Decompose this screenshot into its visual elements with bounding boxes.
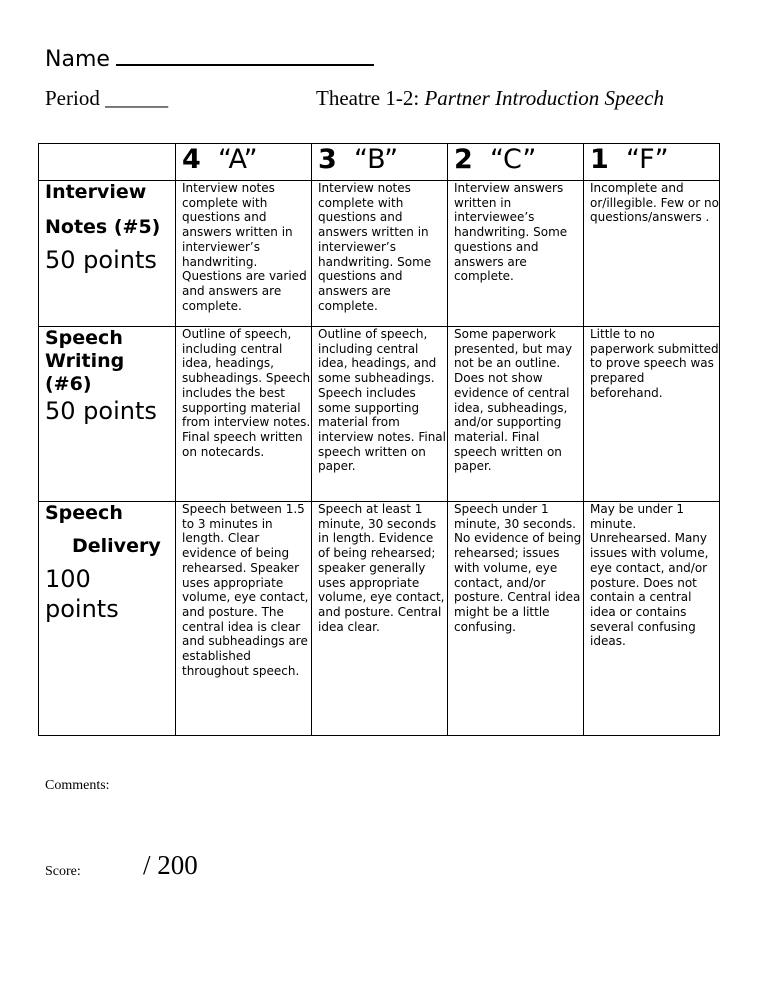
- score-label: Score:: [45, 864, 81, 879]
- assignment-title: [316, 86, 664, 111]
- rubric-table: [38, 143, 720, 736]
- category-points: 50 points: [45, 397, 157, 425]
- criteria-cell: Incomplete and or/illegible. Few or no questions/answers .: [584, 181, 720, 327]
- score-total: / 200: [143, 850, 198, 880]
- grade-header-f: 1 “F”: [584, 144, 720, 181]
- comments-label: Comments:: [45, 778, 110, 793]
- criteria-cell: Outline of speech, including central idea, headings, subheadings. Speech includes the best supporting material from interview notes. Final speech written on notecards.: [176, 327, 312, 502]
- category-speech-writing: Speech Writing (#6) 50 points: [39, 327, 176, 502]
- name-label: Name: [45, 47, 110, 72]
- criteria-cell: Speech between 1.5 to 3 minutes in length. Clear evidence of being rehearsed. Speaker uses appropriate volume, eye contact, and posture. The central idea is clear and subheadings are established throughout speech.: [176, 502, 312, 736]
- category-points: 100 points: [45, 565, 119, 623]
- category-speech-delivery: Speech Delivery 100 points: [39, 502, 176, 736]
- rubric-corner-cell: [39, 144, 176, 181]
- criteria-cell: Some paperwork presented, but may not be an outline. Does not show evidence of central idea, subheadings, and/or supporting material. Final speech written on paper.: [448, 327, 584, 502]
- table-row: [39, 181, 720, 327]
- name-blank-line: [116, 42, 374, 66]
- course-name: Theatre 1-2:: [316, 86, 420, 110]
- criteria-cell: Interview answers written in interviewee’s handwriting. Some questions and answers are complete.: [448, 181, 584, 327]
- category-interview-notes: Interview Notes (#5) 50 points: [39, 181, 176, 327]
- criteria-cell: Interview notes complete with questions and answers written in interviewer’s handwriting. Some questions and answers are complete.: [312, 181, 448, 327]
- criteria-cell: Little to no paperwork submitted to prove speech was prepared beforehand.: [584, 327, 720, 502]
- category-points: 50 points: [45, 246, 157, 274]
- period-field: Period ______: [45, 86, 169, 110]
- assignment-name: Partner Introduction Speech: [424, 86, 664, 110]
- table-row: [39, 502, 720, 736]
- criteria-cell: Speech at least 1 minute, 30 seconds in length. Evidence of being rehearsed; speaker generally uses appropriate volume, eye contact, and posture. Central idea clear.: [312, 502, 448, 736]
- table-row: [39, 327, 720, 502]
- criteria-cell: May be under 1 minute. Unrehearsed. Many issues with volume, eye contact, and/or posture. Does not contain a central idea or contains several confusing ideas.: [584, 502, 720, 736]
- grade-header-a: 4 “A”: [176, 144, 312, 181]
- name-field: [45, 42, 374, 72]
- criteria-cell: Speech under 1 minute, 30 seconds. No evidence of being rehearsed; issues with volume, eye contact, and/or posture. Central idea might be a little confusing.: [448, 502, 584, 736]
- grade-header-row: [39, 144, 720, 181]
- criteria-cell: Interview notes complete with questions and answers written in interviewer’s handwriting. Questions are varied and answers are complete.: [176, 181, 312, 327]
- criteria-cell: Outline of speech, including central idea, headings, and some subheadings. Speech includes some supporting material from interview notes. Final speech written on paper.: [312, 327, 448, 502]
- grade-header-c: 2 “C”: [448, 144, 584, 181]
- grade-header-b: 3 “B”: [312, 144, 448, 181]
